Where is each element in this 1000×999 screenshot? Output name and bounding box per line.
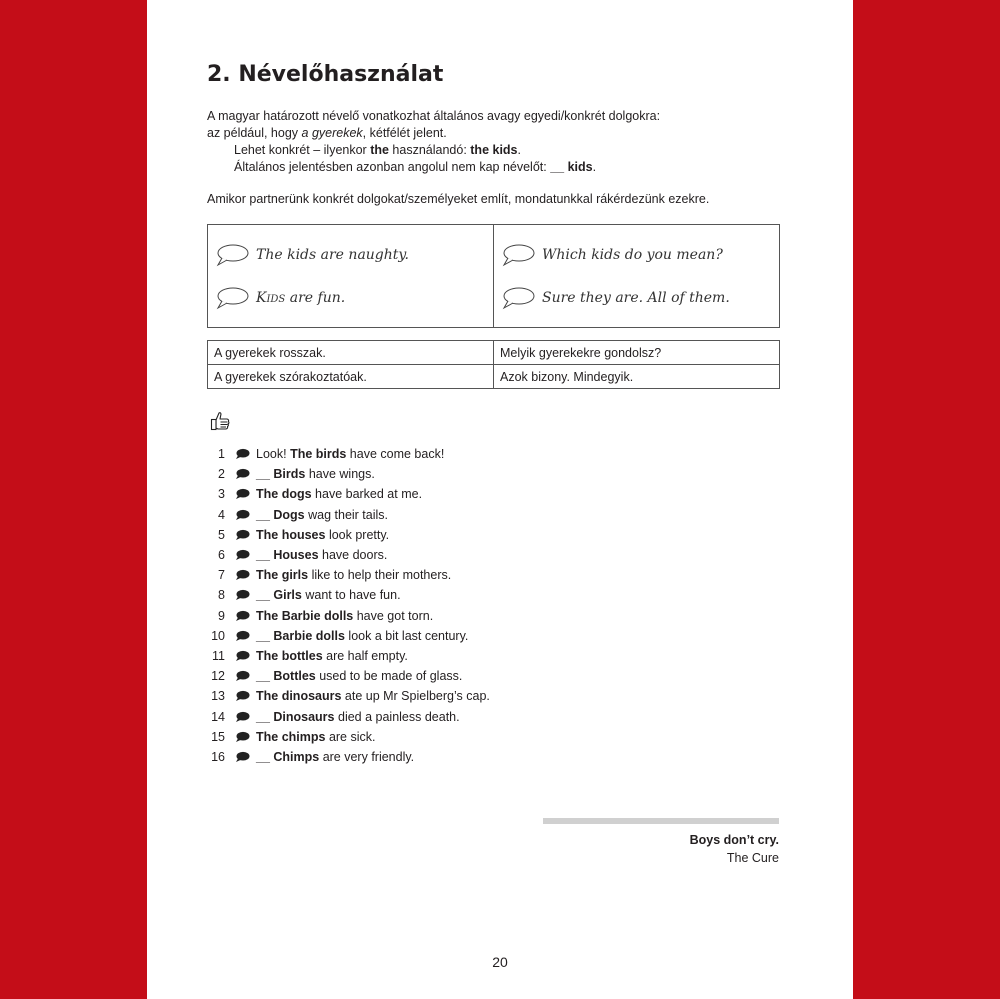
item-post: have doors. xyxy=(318,548,388,563)
item-bold: __ Girls xyxy=(256,588,302,603)
item-bold: __ Dogs xyxy=(256,507,305,522)
item-bold: The Barbie dolls xyxy=(256,608,354,623)
item-bold: The birds xyxy=(290,447,347,462)
speech-bubble-filled-icon xyxy=(235,690,250,702)
list-item xyxy=(207,747,490,767)
speech-bubble-filled-icon xyxy=(235,488,250,500)
list-item xyxy=(207,464,490,484)
quote-author: The Cure xyxy=(726,851,779,865)
speech-bubble-filled-icon xyxy=(235,751,250,763)
item-number: 6 xyxy=(218,548,225,563)
item-bold: The houses xyxy=(256,527,326,542)
speech-bubble-outline-icon xyxy=(214,286,250,310)
dialogue-kids-smallcaps: Kids xyxy=(256,289,286,306)
item-number: 14 xyxy=(211,709,225,724)
table-row xyxy=(208,365,780,389)
dialogue-text xyxy=(256,290,345,306)
list-item xyxy=(207,525,490,545)
intro-line-1: A magyar határozott névelő vonatkozhat általános avagy egyedi/konkrét dolgokra: xyxy=(207,109,661,123)
item-bold: __ Dinosaurs xyxy=(256,709,335,724)
list-item xyxy=(207,686,490,706)
intro-line-3-b1: the xyxy=(370,143,389,157)
intro-line-4-b: __ kids xyxy=(550,160,593,174)
quote-title: Boys don’t cry. xyxy=(689,833,779,847)
dialogue-text: Which kids do you mean? xyxy=(542,246,723,263)
item-text xyxy=(256,649,408,663)
intro-line-3-b2: the kids xyxy=(470,143,518,157)
item-text xyxy=(256,487,422,501)
intro-line-3 xyxy=(207,142,767,159)
page-number: 20 xyxy=(492,954,508,970)
item-bold: The dinosaurs xyxy=(256,689,342,704)
speech-bubble-filled-icon xyxy=(235,468,250,480)
table-cell: A gyerekek szórakoztatóak. xyxy=(208,365,494,389)
speech-bubble-outline-icon xyxy=(500,243,536,267)
item-bold: __ Bottles xyxy=(256,669,316,684)
item-pre: Look! xyxy=(256,447,291,462)
speech-bubble-filled-icon xyxy=(235,549,250,561)
item-number: 1 xyxy=(218,447,225,462)
dialogue-line xyxy=(500,276,779,319)
item-text xyxy=(256,689,490,703)
intro-line-3-pre: Lehet konkrét – ilyenkor xyxy=(234,143,371,157)
item-number: 9 xyxy=(218,608,225,623)
item-number: 15 xyxy=(211,729,225,744)
list-item xyxy=(207,484,490,504)
item-text xyxy=(256,669,462,683)
item-post: are half empty. xyxy=(322,648,408,663)
speech-bubble-outline-icon xyxy=(214,243,250,267)
dialogue-table xyxy=(207,224,780,328)
table-cell: A gyerekek rosszak. xyxy=(208,341,494,365)
dialogue-left xyxy=(208,225,494,328)
item-bold: __ Chimps xyxy=(256,749,320,764)
item-number: 10 xyxy=(211,628,225,643)
item-bold: The dogs xyxy=(256,487,312,502)
item-text xyxy=(256,609,433,623)
speech-bubble-filled-icon xyxy=(235,711,250,723)
page-title: 2. Névelőhasználat xyxy=(207,62,444,87)
intro-line-3-end: . xyxy=(517,143,521,157)
table-cell: Azok bizony. Mindegyik. xyxy=(494,365,780,389)
item-post: are very friendly. xyxy=(319,749,415,764)
speech-bubble-filled-icon xyxy=(235,529,250,541)
speech-bubble-outline-icon xyxy=(500,286,536,310)
item-bold: __ Birds xyxy=(256,467,306,482)
intro-line-4-end: . xyxy=(592,160,597,174)
dialogue-text: Sure they are. All of them. xyxy=(542,289,730,306)
thumbs-up-icon xyxy=(209,410,231,437)
item-text xyxy=(256,730,375,744)
dialogue-text-rest: are fun. xyxy=(285,289,346,306)
item-number: 3 xyxy=(218,487,225,502)
item-post: have got torn. xyxy=(353,608,434,623)
item-number: 2 xyxy=(218,467,225,482)
item-text xyxy=(256,750,414,764)
list-item xyxy=(207,626,490,646)
translation-table xyxy=(207,340,780,389)
item-number: 5 xyxy=(218,527,225,542)
speech-bubble-filled-icon xyxy=(235,670,250,682)
item-number: 4 xyxy=(218,507,225,522)
page xyxy=(147,0,853,999)
list-item xyxy=(207,666,490,686)
speech-bubble-filled-icon xyxy=(235,610,250,622)
item-post: are sick. xyxy=(325,729,376,744)
speech-bubble-filled-icon xyxy=(235,569,250,581)
speech-bubble-filled-icon xyxy=(235,448,250,460)
item-number: 12 xyxy=(211,669,225,684)
item-text xyxy=(256,629,468,643)
speech-bubble-filled-icon xyxy=(235,630,250,642)
item-text xyxy=(256,528,389,542)
list-item xyxy=(207,505,490,525)
intro-line-4 xyxy=(207,159,767,176)
instruction-text: Amikor partnerünk konkrét dolgokat/személyeket említ, mondatunkkal rákérdezünk ezekre. xyxy=(207,192,710,206)
item-text xyxy=(256,568,451,582)
dialogue-line xyxy=(500,233,779,276)
item-post: like to help their mothers. xyxy=(308,568,452,583)
item-post: look a bit last century. xyxy=(344,628,469,643)
list-item xyxy=(207,444,490,464)
list-item xyxy=(207,565,490,585)
item-number: 13 xyxy=(211,689,225,704)
intro-text xyxy=(207,108,767,176)
item-post: have come back! xyxy=(346,447,445,462)
item-bold: __ Barbie dolls xyxy=(256,628,345,643)
item-post: look pretty. xyxy=(325,527,390,542)
item-bold: The chimps xyxy=(256,729,326,744)
item-post: have barked at me. xyxy=(311,487,423,502)
item-text xyxy=(256,710,460,724)
item-post: ate up Mr Spielberg’s cap. xyxy=(341,689,490,704)
table-cell: Melyik gyerekekre gondolsz? xyxy=(494,341,780,365)
exercise-list xyxy=(207,444,490,767)
item-text xyxy=(256,467,375,481)
list-item xyxy=(207,545,490,565)
item-text xyxy=(256,588,401,602)
speech-bubble-filled-icon xyxy=(235,731,250,743)
item-post: have wings. xyxy=(305,467,375,482)
item-number: 7 xyxy=(218,568,225,583)
item-text xyxy=(256,447,444,461)
item-post: want to have fun. xyxy=(301,588,401,603)
dialogue-text: The kids are naughty. xyxy=(256,246,409,263)
list-item xyxy=(207,646,490,666)
speech-bubble-filled-icon xyxy=(235,589,250,601)
item-bold: The girls xyxy=(256,568,309,583)
speech-bubble-filled-icon xyxy=(235,650,250,662)
item-number: 16 xyxy=(211,749,225,764)
item-number: 8 xyxy=(218,588,225,603)
item-post: wag their tails. xyxy=(304,507,389,522)
dialogue-line xyxy=(214,276,493,319)
intro-line-2-pre: az például, hogy xyxy=(207,126,302,140)
list-item xyxy=(207,727,490,747)
item-bold: The bottles xyxy=(256,648,323,663)
intro-line-2-post: , kétfélét jelent. xyxy=(362,126,447,140)
list-item xyxy=(207,606,490,626)
intro-line-4-pre: Általános jelentésben azonban angolul nem kap névelőt: xyxy=(234,160,551,174)
intro-line-2 xyxy=(207,125,767,142)
item-bold: __ Houses xyxy=(256,548,319,563)
item-text xyxy=(256,548,387,562)
table-row xyxy=(208,341,780,365)
dialogue-right xyxy=(494,225,780,328)
intro-line-3-mid: használandó: xyxy=(388,143,471,157)
item-post: used to be made of glass. xyxy=(315,669,463,684)
item-number: 11 xyxy=(212,648,225,663)
intro-line-2-em: a gyerekek xyxy=(301,126,363,140)
item-text xyxy=(256,508,388,522)
divider xyxy=(543,818,779,824)
quote xyxy=(690,831,779,867)
list-item xyxy=(207,706,490,726)
list-item xyxy=(207,585,490,605)
item-post: died a painless death. xyxy=(334,709,460,724)
speech-bubble-filled-icon xyxy=(235,509,250,521)
dialogue-line xyxy=(214,233,493,276)
